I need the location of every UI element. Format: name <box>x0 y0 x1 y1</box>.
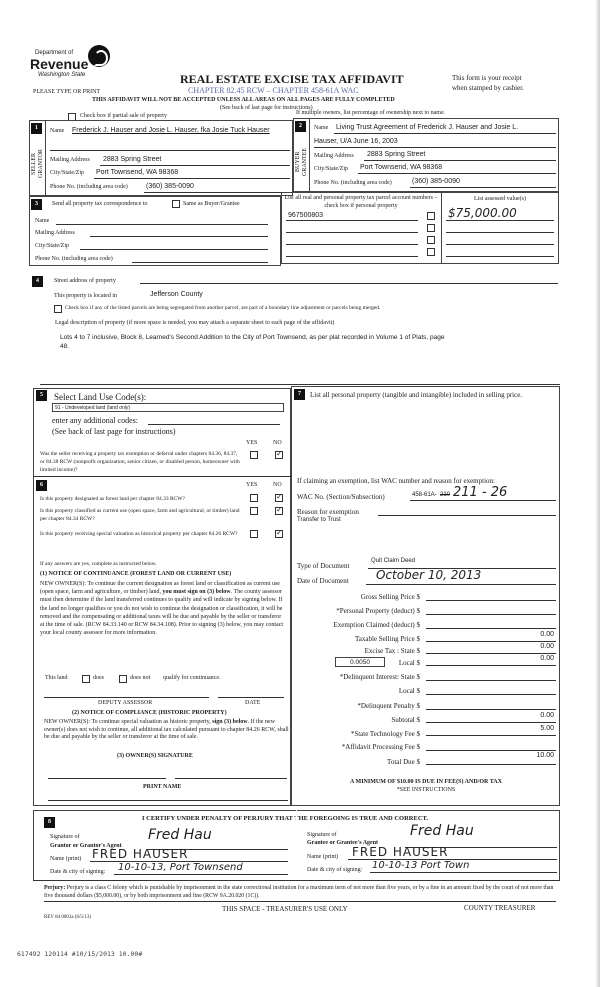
corr-name-label: Name <box>35 218 50 224</box>
forest-land-no-checkbox[interactable] <box>275 494 283 502</box>
if-yes-note: If any answers are yes, complete as instructed below. <box>40 561 157 567</box>
section-4-badge: 4 <box>32 276 43 287</box>
state-technology-fee-label: *State Technology Fee $ <box>350 730 420 738</box>
see-back-note: (See back of last page for instructions) <box>220 105 313 111</box>
scan-edge <box>596 0 600 987</box>
owner-signature-field[interactable] <box>48 778 166 779</box>
grantee-name-value[interactable]: FRED HAUSER <box>352 845 449 859</box>
buyer-side-label: BUYER GRANTEE <box>295 148 308 176</box>
notice2-title: (2) NOTICE OF COMPLIANCE (HISTORIC PROPERTY) <box>72 710 227 716</box>
chapter-line: CHAPTER 82.45 RCW – CHAPTER 458-61A WAC <box>188 86 359 95</box>
grantor-date-label: Date & city of signing: <box>50 869 106 875</box>
corr-city-field[interactable] <box>80 249 268 250</box>
date-label: DATE <box>245 700 261 706</box>
grantor-name-label: Name (print) <box>50 856 82 862</box>
excise-tax-state-value[interactable]: 0.00 <box>540 643 554 650</box>
seller-name-label: Name <box>50 128 65 134</box>
receipt-note-2: when stamped by cashier. <box>452 84 524 92</box>
subtotal-value[interactable]: 0.00 <box>540 712 554 719</box>
logo-line3: Washington State <box>38 72 86 78</box>
parcel-personal-checkbox-4[interactable] <box>427 248 435 256</box>
perjury-notice: Perjury: Perjury is a class C felony which is punishable by imprisonment in the state correctional institution for a maximum term of not more than five years, or by a fine in an amount fixed by the court of not more than five thousand dollars ($5,000.00), or by both imprisonment and fine (RCW 9A.20.020 (1C)). <box>44 885 554 899</box>
affidavit-processing-fee-label: *Affidavit Processing Fee $ <box>341 743 420 751</box>
wac-label: WAC No. (Section/Subsection) <box>297 493 385 501</box>
reason-value[interactable]: Transfer to Trust <box>297 517 341 523</box>
additional-codes-field[interactable] <box>148 424 280 425</box>
warning-banner: THIS AFFIDAVIT WILL NOT BE ACCEPTED UNLESS ALL AREAS ON ALL PAGES ARE FULLY COMPLETED <box>92 97 395 103</box>
parcels-header: List all real and personal property tax parcel account numbers – check box if personal property <box>284 195 438 209</box>
receipt-note-1: This form is your receipt <box>452 74 522 82</box>
historic-yes-checkbox[interactable] <box>250 530 258 538</box>
buyer-city-field[interactable]: Port Townsend, WA 98368 <box>360 164 443 171</box>
seller-phone-field[interactable]: (360) 385-0090 <box>146 183 194 190</box>
buyer-name-line2[interactable]: Hauser, U/A June 16, 2003 <box>314 138 398 145</box>
buyer-phone-field[interactable]: (360) 385-0090 <box>412 178 460 185</box>
yes-header: YES <box>246 440 258 446</box>
excise-tax-state-label: Excise Tax : State $ <box>364 647 420 655</box>
parcel-number-1[interactable]: 967500803 <box>288 212 324 219</box>
current-use-no-checkbox[interactable] <box>275 507 283 515</box>
street-address-field[interactable] <box>140 283 558 284</box>
form-id: REV 84 0001a (6/5/13) <box>44 915 91 920</box>
doc-type-value[interactable]: Quit Claim Deed <box>371 558 416 564</box>
grantor-name-value[interactable]: FRED HAUSER <box>92 847 189 861</box>
section-2-badge: 2 <box>295 121 306 132</box>
additional-codes-label: enter any additional codes: <box>52 416 138 425</box>
corr-mailing-field[interactable] <box>90 236 268 237</box>
s6-no-header: NO <box>273 482 282 488</box>
treasurer-stamp: 617492 120114 #10/15/2013 10.00# <box>17 950 143 958</box>
assessed-header: List assessed value(s) <box>474 196 526 202</box>
corr-name-field[interactable] <box>56 224 268 225</box>
treasurer-use-label: THIS SPACE - TREASURER'S USE ONLY <box>222 905 348 913</box>
seller-city-field[interactable]: Port Townsend, WA 98368 <box>96 169 179 176</box>
doc-date-label: Date of Document <box>297 577 349 585</box>
correspondence-label: Send all property tax correspondence to <box>52 201 148 207</box>
s6-yes-header: YES <box>246 482 258 488</box>
buyer-phone-label: Phone No. (including area code) <box>314 180 392 186</box>
same-as-buyer-label: Same as Buyer/Grantee <box>183 201 240 207</box>
parcel-number-3[interactable] <box>286 244 418 245</box>
grantee-date-value[interactable]: 10-10-13 Port Town <box>372 860 470 871</box>
land-use-instructions: (See back of last page for instructions) <box>52 427 176 436</box>
grantee-date-label: Date & city of signing: <box>307 867 363 873</box>
forest-land-question: Is this property designated as forest land per chapter 84.33 RCW? <box>40 496 185 502</box>
reason-label: Reason for exemption <box>297 508 359 516</box>
notice1-title: (1) NOTICE OF CONTINUANCE (FOREST LAND OR CURRENT USE) <box>40 571 232 577</box>
logo-line1: Department of <box>35 50 74 56</box>
certify-statement: I CERTIFY UNDER PENALTY OF PERJURY THAT THE FOREGOING IS TRUE AND CORRECT. <box>142 815 429 822</box>
located-in-label: This property is located in <box>54 293 117 299</box>
does-not-label: does not <box>130 675 151 681</box>
grantor-signature-label-2: Grantor or Grantor's Agent <box>50 843 122 849</box>
parcel-personal-checkbox-2[interactable] <box>427 224 435 232</box>
total-due-value[interactable]: 10.00 <box>536 752 554 759</box>
assessed-value-4[interactable] <box>446 256 554 257</box>
seller-mailing-label: Mailing Address <box>50 157 90 163</box>
qualify-label: qualify for continuance. <box>163 675 221 681</box>
current-use-yes-checkbox[interactable] <box>250 507 258 515</box>
legal-description-label: Legal description of property (if more space is needed, you may attach a separate sheet to each page of the affidavit) <box>55 320 335 326</box>
section-3-badge: 3 <box>31 199 42 210</box>
wac-struck: 210 <box>440 492 451 498</box>
corr-phone-label: Phone No. (including area code) <box>35 256 113 262</box>
grantee-name-label: Name (print) <box>307 854 339 860</box>
land-use-label: Select Land Use Code(s): <box>54 392 147 402</box>
doc-date-value[interactable]: October 10, 2013 <box>376 568 482 582</box>
gross-selling-price-label: Gross Selling Price $ <box>360 593 420 601</box>
section-1-badge: 1 <box>31 123 42 134</box>
no-header: NO <box>273 440 282 446</box>
please-type: PLEASE TYPE OR PRINT <box>33 89 101 95</box>
subtotal-label: Subtotal $ <box>391 716 420 724</box>
exemption-yes-checkbox[interactable] <box>250 451 258 459</box>
grantor-date-value[interactable]: 10-10-13, Port Townsend <box>118 862 243 873</box>
wac-handwritten[interactable]: 211 - 26 <box>453 485 508 500</box>
taxable-selling-price-value[interactable]: 0.00 <box>540 631 554 638</box>
delinquent-interest-state-label: *Delinquent Interest: State $ <box>339 673 420 681</box>
delinquent-interest-local-label: Local $ <box>398 687 420 695</box>
parcel-personal-checkbox-3[interactable] <box>427 236 435 244</box>
buyer-mailing-label: Mailing Address <box>314 153 354 159</box>
grantee-signature[interactable]: Fred Hau <box>410 823 474 839</box>
notice2-text: NEW OWNER(S): To continue special valuation as historic property, sign (3) below. If the new owner(s) does not wish to continue, all additional tax calculated pursuant to chapter 84.26 RCW, shall be due and payable by the seller or transferor at the time of sale. <box>44 719 289 741</box>
located-in-value[interactable]: Jefferson County <box>150 291 203 298</box>
assessed-value-1[interactable]: $75,000.00 <box>448 206 517 220</box>
does-qualify-checkbox[interactable] <box>82 675 90 683</box>
land-use-select[interactable]: 91 - Undeveloped land (land only) <box>52 403 284 412</box>
print-name-label: PRINT NAME <box>143 784 182 790</box>
seller-city-label: City/State/Zip <box>50 170 84 176</box>
this-land-label: This land <box>45 675 68 681</box>
parcel-number-4[interactable] <box>286 256 418 257</box>
seller-name-field[interactable]: Frederick J. Hauser and Josie L. Hauser, fka Josie Tuck Hauser <box>72 127 270 134</box>
buyer-name-label: Name <box>314 125 329 131</box>
logo-line2: Revenue <box>30 56 89 72</box>
seller-phone-label: Phone No. (including area code) <box>50 184 128 190</box>
buyer-name-field[interactable]: Living Trust Agreement of Frederick J. Hauser and Josie L. <box>336 124 519 131</box>
print-name-field[interactable] <box>48 800 288 801</box>
historic-no-checkbox[interactable] <box>275 530 283 538</box>
notice1-text: NEW OWNER(S): To continue the current designation as forest land or classification as current use (open space, farm and agriculture, or timber) land, you must sign on (3) below. The county assessor must then determine if the land transferred continues to qualify and will indicate by signing below. If the land no longer qualifies or you do not wish to continue the designation or classification, it will be removed and the compensating or additional taxes will be due and payable by the seller or transferor at the time of sale. (RCW 84.33.140 or RCW 84.34.108). Prior to signing (3) below, you may contact your local county assessor for more information. <box>40 581 284 637</box>
same-as-buyer-checkbox[interactable] <box>172 200 180 208</box>
multiple-owners-note: If multiple owners, list percentage of ownership next to name. <box>296 110 446 116</box>
total-due-label: Total Due $ <box>387 758 420 766</box>
exemption-claim-label: If claiming an exemption, list WAC number and reason for exemption: <box>297 477 495 485</box>
buyer-mailing-field[interactable]: 2883 Spring Street <box>367 151 426 158</box>
assessed-value-2[interactable] <box>446 232 554 233</box>
parcel-number-2[interactable] <box>286 232 418 233</box>
excise-tax-local-label: Local $ <box>398 659 420 667</box>
legal-description-value[interactable]: Lots 4 to 7 inclusive, Block 8, Learned's Second Addition to the City of Port Townsend, as per plat recorded in Volume 1 of Plats, page <box>60 334 445 341</box>
owner-signature-label: (3) OWNER(S) SIGNATURE <box>117 753 193 759</box>
partial-sale-label: Check box if partial sale of property <box>80 113 167 119</box>
exemption-claimed-label: Exemption Claimed (deduct) $ <box>333 621 420 629</box>
assessed-value-3[interactable] <box>446 244 554 245</box>
state-technology-fee-value[interactable]: 5.00 <box>540 725 554 732</box>
deputy-assessor-label: DEPUTY ASSESSOR <box>98 700 153 706</box>
minimum-due-note: A MINIMUM OF $10.00 IS DUE IN FEE(S) AND/OR TAX <box>350 779 502 785</box>
segregated-label: Check box if any of the listed parcels are being segregated from another parcel, are part of a boundary line adjustment or parcels being merged. <box>65 305 381 311</box>
section-8-badge: 8 <box>44 817 55 828</box>
historic-question: Is this property receiving special valuation as historical property per chapter 84.26 RCW? <box>40 531 238 537</box>
legal-description-value-2[interactable]: 48. <box>60 343 70 350</box>
parcel-personal-checkbox-1[interactable] <box>427 212 435 220</box>
grantee-signature-label-1: Signature of <box>307 832 337 838</box>
see-instructions-note: *SEE INSTRUCTIONS <box>396 787 456 793</box>
dor-logo-icon <box>88 45 110 67</box>
buyer-city-label: City/State/Zip <box>314 166 348 172</box>
seller-side-label: SELLER GRANTOR <box>31 149 44 179</box>
deputy-assessor-signature[interactable] <box>44 697 209 698</box>
grantor-signature-label-1: Signature of <box>50 834 80 840</box>
form-title: REAL ESTATE EXCISE TAX AFFIDAVIT <box>180 72 404 86</box>
street-address-label: Street address of property <box>54 278 116 284</box>
section-5-badge: 5 <box>36 390 47 401</box>
forest-land-yes-checkbox[interactable] <box>250 494 258 502</box>
personal-property-label: List all personal property (tangible and intangible) included in selling price. <box>310 391 523 399</box>
county-treasurer-label: COUNTY TREASURER <box>464 904 536 912</box>
excise-tax-local-value[interactable]: 0.00 <box>540 655 554 662</box>
does-not-qualify-checkbox[interactable] <box>119 675 127 683</box>
exemption-no-checkbox[interactable] <box>275 451 283 459</box>
seller-mailing-field[interactable]: 2883 Spring Street <box>103 156 162 163</box>
segregated-checkbox[interactable] <box>54 305 62 313</box>
doc-type-label: Type of Document <box>297 562 350 570</box>
local-rate-field[interactable]: 0.0050 <box>335 657 385 667</box>
corr-phone-field[interactable] <box>132 262 268 263</box>
owner-signature-field-2[interactable] <box>175 778 287 779</box>
corr-city-label: City/State/Zip <box>35 243 69 249</box>
does-label: does <box>93 675 104 681</box>
wac-typed[interactable]: 458-61A- <box>412 492 437 498</box>
grantee-signature-label-2: Grantee or Grantee's Agent <box>307 840 379 846</box>
section-7-badge: 7 <box>294 389 305 400</box>
taxable-selling-price-label: Taxable Selling Price $ <box>354 635 420 643</box>
delinquent-penalty-label: *Delinquent Penalty $ <box>357 702 420 710</box>
deputy-assessor-date[interactable] <box>218 697 284 698</box>
grantor-signature[interactable]: Fred Hau <box>148 827 212 843</box>
current-use-question: Is this property classified as current use (open space, farm and agricultural, or timber) land per chapter 84.34 RCW? <box>40 508 240 522</box>
personal-property-deduct-label: *Personal Property (deduct) $ <box>336 607 420 615</box>
section-6-badge: 6 <box>36 480 47 491</box>
corr-mailing-label: Mailing Address <box>35 230 75 236</box>
exemption-question: Was the seller receiving a property tax exemption or deferral under chapters 84.36, 84.37, or 84.38 RCW (nonprofit organization, senior citizen, or disabled person, homeowner with limited income)? <box>40 451 240 473</box>
seller-name-line2[interactable] <box>50 150 290 151</box>
